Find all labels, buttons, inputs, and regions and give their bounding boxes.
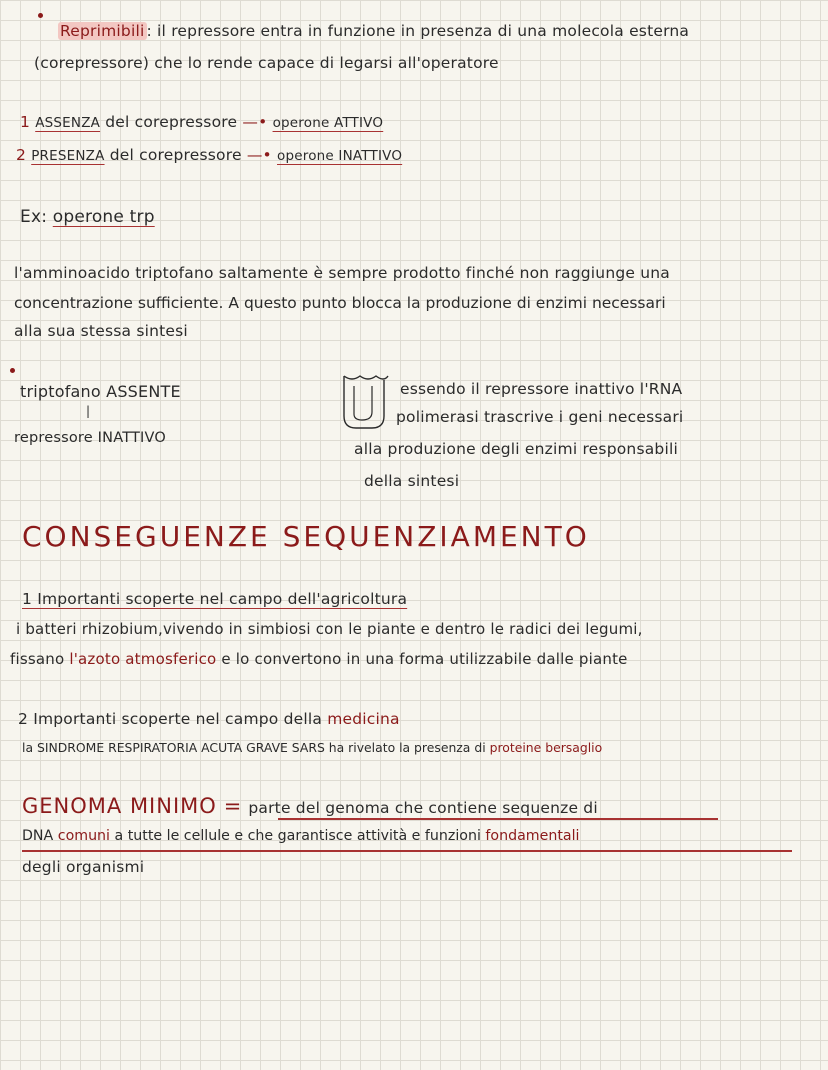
example-line — [20, 207, 155, 227]
genoma-line-3: degli organismi — [22, 858, 145, 876]
trp-left-line-1: triptofano ASSENTE — [20, 382, 181, 401]
case-1-condition: ASSENZA — [35, 115, 101, 131]
case-2-condition: PRESENZA — [31, 148, 105, 164]
paragraph-line-1: l'amminoacido triptofano saltamente è sempre prodotto finché non raggiunge una — [14, 264, 671, 282]
bullet-dot — [38, 13, 43, 18]
trp-right-line-2: polimerasi trascrive i geni necessari — [396, 408, 684, 426]
genoma-definition: parte del genoma che contiene sequenze di — [248, 799, 598, 817]
point-2-text: la SINDROME RESPIRATORIA ACUTA GRAVE SARS ha rivelato la presenza di — [22, 740, 490, 755]
point-1-line-2 — [10, 650, 628, 668]
point-1-highlight: l'azoto atmosferico — [69, 650, 217, 668]
genoma-dna: DNA — [22, 828, 58, 844]
trp-left-line-2: repressore INATTIVO — [14, 430, 167, 446]
section-title: CONSEGUENZE SEQUENZIAMENTO — [22, 520, 590, 553]
trp-right-line-3: alla produzione degli enzimi responsabili — [354, 440, 678, 458]
genoma-equals: = — [216, 794, 249, 818]
arrow-icon: —• — [246, 146, 272, 164]
point-2-heading-text: 2 Importanti scoperte nel campo della — [18, 710, 328, 728]
point-2-highlight: medicina — [327, 710, 400, 728]
point-1-line-1: i batteri rhizobium,vivendo in simbiosi con le piante e dentro le radici dei legumi, — [16, 620, 643, 638]
paragraph-line-3: alla sua stessa sintesi — [14, 322, 188, 340]
paragraph-line-2: concentrazione sufficiente. A questo punto blocca la produzione di enzimi necessari — [14, 294, 666, 312]
point-1-heading — [22, 590, 407, 608]
case-2-number: 2 — [16, 146, 27, 164]
trp-right-line-4: della sintesi — [364, 472, 460, 490]
arrow-icon: —• — [242, 113, 268, 131]
genoma-text: a tutte le cellule e che garantisce attività e funzioni — [110, 828, 486, 844]
point-1-text: fissano — [10, 650, 70, 668]
case-1-number: 1 — [20, 113, 31, 131]
case-item-2 — [16, 146, 402, 164]
genoma-highlight-comuni: comuni — [57, 828, 110, 844]
case-2-subject: del corepressore — [109, 146, 242, 164]
intro-definition: : il repressore entra in funzione in presenza di una molecola esterna — [146, 22, 690, 40]
intro-line-2: (corepressore) che lo rende capace di legarsi all'operatore — [34, 54, 499, 72]
genoma-highlight-fondamentali: fondamentali — [485, 828, 580, 844]
example-name: operone trp — [52, 207, 155, 227]
underline — [22, 850, 792, 852]
point-1-heading-text: 1 Importanti scoperte nel campo dell'agricoltura — [22, 590, 408, 608]
genoma-term: GENOMA MINIMO — [22, 794, 217, 818]
genoma-line-1 — [22, 794, 598, 818]
genoma-line-2 — [22, 828, 579, 844]
case-2-result: operone INATTIVO — [277, 148, 403, 164]
underline — [278, 818, 718, 820]
example-prefix: Ex: — [20, 207, 48, 227]
case-1-subject: del corepressore — [105, 113, 238, 131]
point-2-heading — [18, 710, 400, 728]
term-reprimibili: Reprimibili — [60, 22, 145, 40]
case-item-1 — [20, 113, 383, 131]
intro-line-1 — [58, 22, 689, 40]
point-2-target-highlight: proteine bersaglio — [489, 740, 603, 755]
trp-right-line-1: essendo il repressore inattivo l'RNA — [400, 380, 683, 398]
trp-left-connector: | — [86, 404, 91, 418]
point-1-text-end: e lo convertono in una forma utilizzabile dalle piante — [216, 650, 628, 668]
sketched-u-brace-icon — [338, 372, 392, 432]
point-2-line-1 — [22, 740, 602, 755]
case-1-result: operone ATTIVO — [272, 115, 384, 131]
bullet-dot — [10, 368, 15, 373]
